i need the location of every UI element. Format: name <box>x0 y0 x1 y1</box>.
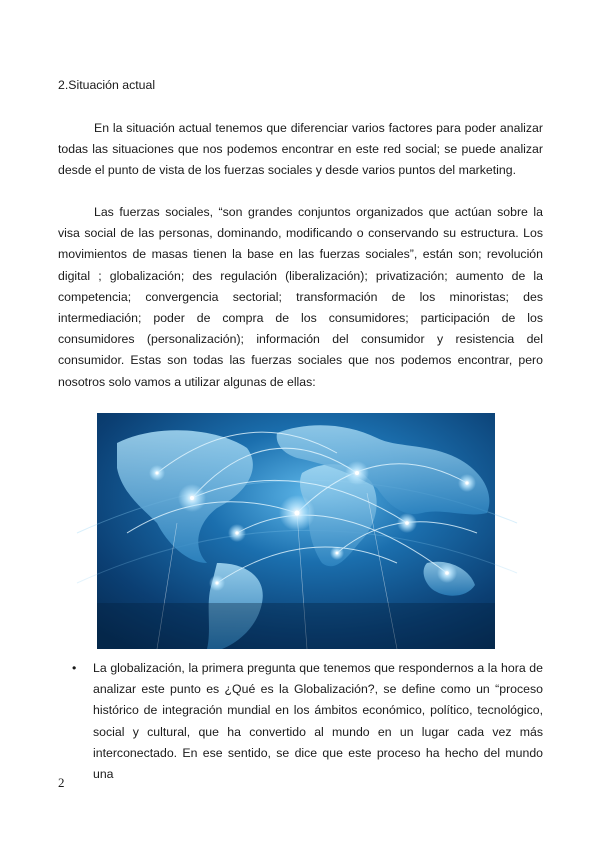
list-item <box>58 658 543 782</box>
body-paragraph-1: En la situación actual tenemos que diferenciar varios factores para poder analizar todas las situaciones que nos podemos encontrar en este red social; se puede analizar desde el punto de vista de los fuerzas sociales y desde varios puntos del marketing. <box>58 121 543 178</box>
body-paragraph-2: Las fuerzas sociales, “son grandes conjuntos organizados que actúan sobre la visa social de las personas, dominando, modificando o conservando su estructura. Los movimientos de masas tienen la base en las fuerzas sociales”, están son; revolución digital ; globalización; des regulación (liberalización); privatización; aumento de la competencia; convergencia sectorial; transformación de los minoristas; des intermediación; poder de compra de los consumidores; participación de los consumidores (personalización); información del consumidor y resistencia del consumidor. Estas son todas las fuerzas sociales que nos podemos encontrar, pero nosotros solo vamos a utilizar algunas de ellas: <box>58 205 543 389</box>
page-number: 2 <box>58 775 65 790</box>
globalization-image <box>97 413 495 649</box>
section-heading: 2.Situación actual <box>58 78 156 92</box>
list-item-text: La globalización, la primera pregunta que tenemos que respondernos a la hora de analizar este punto es ¿Qué es la Globalización?, se define como un “proceso histórico de integración mundial en los ámbitos económico, político, tecnológico, social y cultural, que ha convertido al mundo en un lugar cada vez más interconectado. En ese sentido, se dice que este proceso ha hecho del mundo una <box>93 661 543 782</box>
globe-network-icon <box>97 413 495 649</box>
bullet-icon: • <box>72 661 77 675</box>
